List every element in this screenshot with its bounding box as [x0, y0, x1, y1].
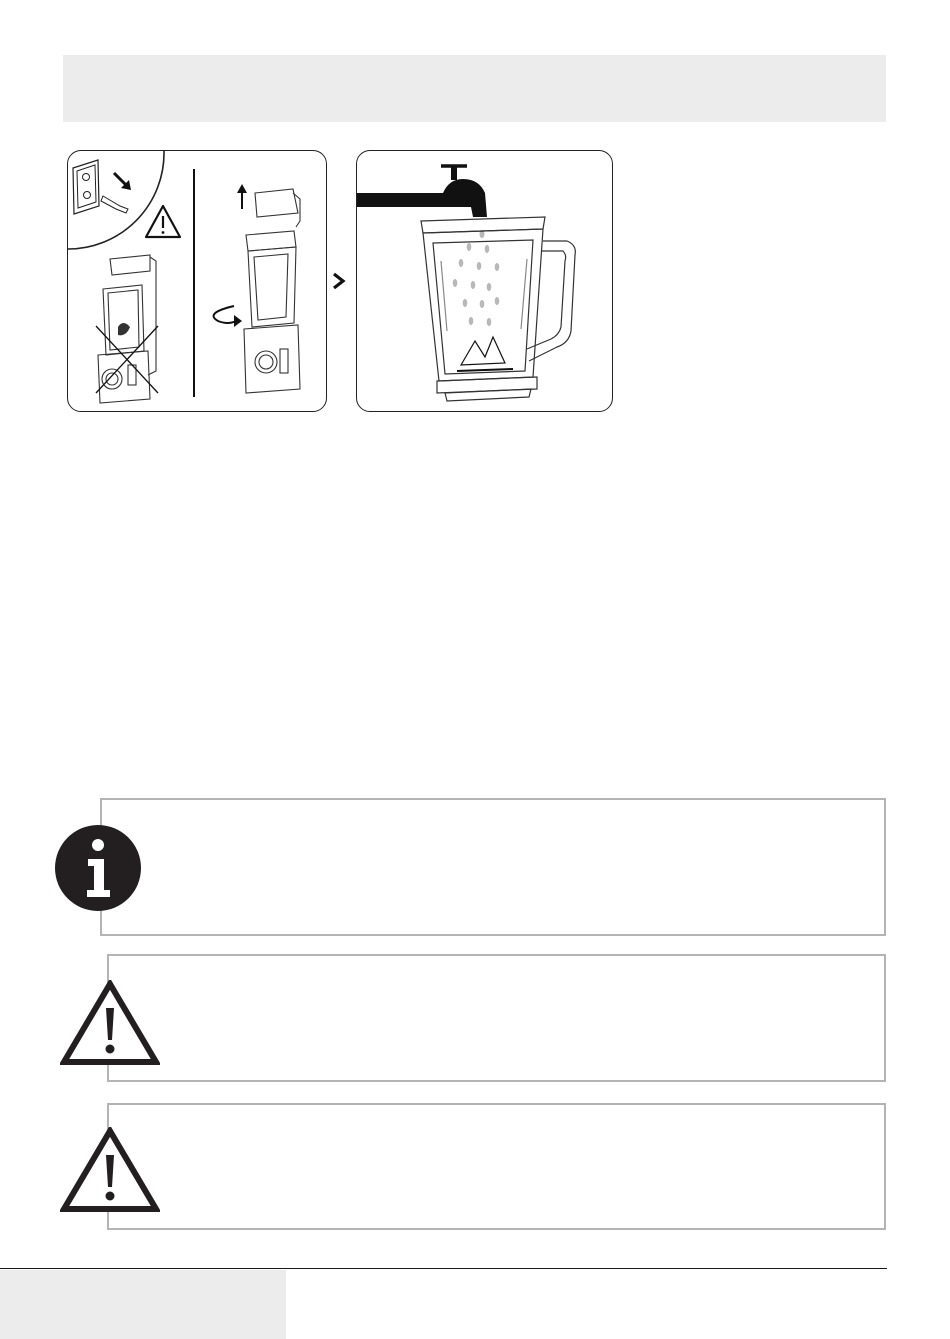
warning-triangle-icon [146, 206, 180, 237]
water-tap-icon [357, 166, 487, 217]
footer-rule [0, 1268, 887, 1269]
lift-jar-arrow-icon [237, 184, 247, 209]
water-drops-icon [453, 230, 500, 326]
twist-jar-icon [214, 306, 242, 327]
warning-triangle-icon [60, 980, 160, 1066]
info-note-box [100, 798, 886, 936]
warning-note-box-2 [107, 1103, 886, 1230]
info-icon [54, 824, 142, 912]
step-1-panel [67, 150, 327, 412]
header-band [63, 55, 886, 122]
warning-note-box-1 [107, 954, 886, 1082]
step-2-illustration [357, 151, 613, 412]
footer-band [0, 1270, 286, 1339]
warning-triangle-icon [60, 1127, 160, 1213]
step-2-panel [356, 150, 613, 412]
chevron-right-icon [331, 271, 347, 291]
step-1-illustration [68, 151, 327, 412]
blender-jar-icon [421, 217, 575, 401]
unplug-from-socket-icon [73, 160, 131, 214]
blender-open-illustration [244, 189, 300, 393]
